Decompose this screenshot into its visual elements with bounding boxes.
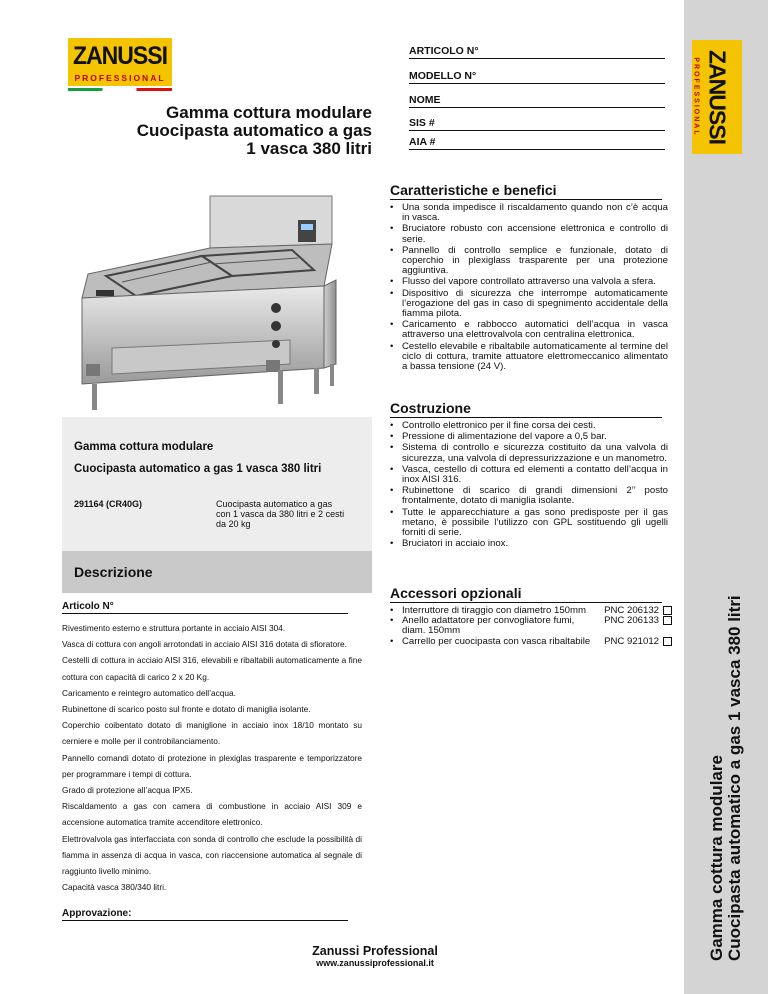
checkbox[interactable] <box>663 606 672 615</box>
feature-item: • Flusso del vapore controllato attraverso una valvola a sfera. <box>390 277 668 287</box>
title-line-3: 1 vasca 380 litri <box>246 139 372 158</box>
product-name: Cuocipasta automatico a gas 1 vasca 380 litri <box>74 463 322 475</box>
zanussi-logo <box>68 38 172 86</box>
vertical-logo-subtitle: PROFESSIONAL <box>692 57 700 137</box>
checkbox[interactable] <box>663 637 672 646</box>
description-paragraph: Cestelli di cottura in acciaio AISI 316, elevabili e ribaltabili automaticamente a fine cottura con capacità di carico 2 x 20 Kg. <box>62 655 362 682</box>
construction-item: • Bruciatori in acciaio inox. <box>390 539 668 549</box>
side-title-line-2: Cuocipasta automatico a gas 1 vasca 380 litri <box>725 595 744 961</box>
description-paragraph: Rubinettone di scarico posto sul fronte e dotato di maniglia isolante. <box>62 704 311 715</box>
aia-field: AIA # <box>409 136 665 150</box>
description-paragraph: Elettrovalvola gas interfacciata con sonda di controllo che esclude la possibilità di fiamma in assenza di acqua in vasca, con riaccensione automatica al segnale di raggiunto livello minimo. <box>62 833 362 877</box>
product-code-description: Cuocipasta automatico a gas con 1 vasca da 380 litri e 2 cesti da 20 kg <box>216 499 345 529</box>
description-heading: Descrizione <box>74 564 153 580</box>
feature-item: • Pannello di controllo semplice e funzionale, dotato di coperchio in plexiglass trasparente per una protezione aggiuntiva. <box>390 246 668 277</box>
description-paragraph: Rivestimento esterno e struttura portante in acciaio AISI 304. <box>62 623 286 633</box>
nome-field: NOME <box>409 94 665 108</box>
feature-item: • Dispositivo di sicurezza che interrompe automaticamente l’erogazione del gas in caso di spegnimento accidentale della fiamma pilota. <box>390 289 668 320</box>
construction-item: • Rubinettone di scarico di grandi dimensioni 2’’ posto frontalmente, dotato di maniglia isolante. <box>390 486 668 506</box>
construction-item: • Vasca, cestello di cottura ed elementi a contatto dell’acqua in inox AISI 316. <box>390 465 668 485</box>
features-section <box>390 182 670 373</box>
construction-item: • Sistema di controllo e sicurezza costituito da una valvola di sicurezza, una valvola di depressurizzazione e un manometro. <box>390 443 668 463</box>
page-title <box>52 104 372 158</box>
construction-item: • Controllo elettronico per il fine corsa dei cesti. <box>390 421 668 431</box>
product-range: Gamma cottura modulare <box>74 441 214 453</box>
description-text <box>62 620 362 895</box>
description-header <box>62 551 372 593</box>
feature-item: • Caricamento e rabbocco automatici dell’acqua in vasca attraverso una elettrovalvola con centralina elettronica. <box>390 320 668 340</box>
description-paragraph: Pannello comandi dotato di protezione in plexiglas trasparente e temporizzatore per programmare i tempi di cottura. <box>62 752 362 779</box>
checkbox[interactable] <box>663 616 672 625</box>
accessory-item <box>390 637 672 647</box>
accessories-section <box>390 585 670 647</box>
approval-field: Approvazione: <box>62 908 348 921</box>
accessory-name: • Carrello per cuocipasta con vasca ribaltabile <box>402 635 591 647</box>
construction-item: • Tutte le apparecchiature a gas sono predisposte per il gas metano, è possibile l’utilizzo con GPL sostituendo gli ugelli forniti di serie. <box>390 508 668 539</box>
feature-item: • Una sonda impedisce il riscaldamento quando non c’è acqua in vasca. <box>390 203 668 223</box>
footer-company: Zanussi Professional <box>312 944 438 958</box>
italian-flag-stripe <box>68 88 172 91</box>
logo-wordmark: ZANUSSI <box>73 40 167 70</box>
footer-website-link[interactable]: www.zanussiprofessional.it <box>316 958 434 968</box>
construction-section <box>390 400 670 550</box>
features-heading: Caratteristiche e benefici <box>390 182 662 200</box>
articolo-field: ARTICOLO N° <box>409 45 665 59</box>
description-paragraph: Vasca di cottura con angoli arrotondati in acciaio AISI 316 dotata di sfioratore. <box>62 639 347 650</box>
sis-field: SIS # <box>409 117 665 131</box>
description-paragraph: Caricamento e reintegro automatico dell’acqua. <box>62 687 236 698</box>
accessory-pnc: PNC 921012 <box>604 635 659 647</box>
title-line-2: Cuocipasta automatico a gas <box>136 121 372 140</box>
article-number-field: Articolo N° <box>62 601 348 614</box>
description-paragraph: Riscaldamento a gas con camera di combustione in acciaio AISI 309 e accensione automatica tramite accenditore elettronico. <box>62 801 362 828</box>
footer <box>250 944 500 968</box>
construction-heading: Costruzione <box>390 400 662 418</box>
accessory-pnc: PNC 206133 <box>604 615 659 627</box>
accessory-name: • Anello adattatore per convogliatore fumi, diam. 150mm <box>402 615 575 637</box>
product-code: 291164 (CR40G) <box>74 499 143 509</box>
vertical-logo-wordmark: ZANUSSI <box>704 50 731 144</box>
feature-item: • Cestello elevabile e ribaltabile automaticamente al termine del ciclo di cottura, tramite attuatore elettromeccanico alimentato a bassa tensione (24 V). <box>390 342 668 373</box>
accessory-pnc: PNC 206132 <box>604 605 659 617</box>
pasta-cooker-image <box>62 188 374 416</box>
vertical-zanussi-logo <box>692 40 742 154</box>
side-title-line-1: Gamma cottura modulare <box>707 755 726 961</box>
title-line-1: Gamma cottura modulare <box>166 103 372 122</box>
accessories-heading: Accessori opzionali <box>390 585 662 603</box>
description-paragraph: Coperchio coibentato dotato di maniglione in acciaio inox 18/10 montato su cerniere e molle per il controbilanciamento. <box>62 720 362 747</box>
description-paragraph: Grado di protezione all’acqua IPX5. <box>62 785 193 796</box>
vertical-side-title <box>708 581 744 961</box>
description-paragraph: Capacità vasca 380/340 litri. <box>62 882 167 893</box>
modello-field: MODELLO N° <box>409 70 665 84</box>
accessory-item <box>390 616 672 636</box>
logo-subtitle: PROFESSIONAL <box>74 73 166 83</box>
feature-item: • Bruciatore robusto con accensione elettronica e controllo di serie. <box>390 224 668 244</box>
accessory-name: • Interruttore di tiraggio con diametro 150mm <box>402 605 586 616</box>
construction-item: • Pressione di alimentazione del vapore a 0,5 bar. <box>390 432 668 442</box>
